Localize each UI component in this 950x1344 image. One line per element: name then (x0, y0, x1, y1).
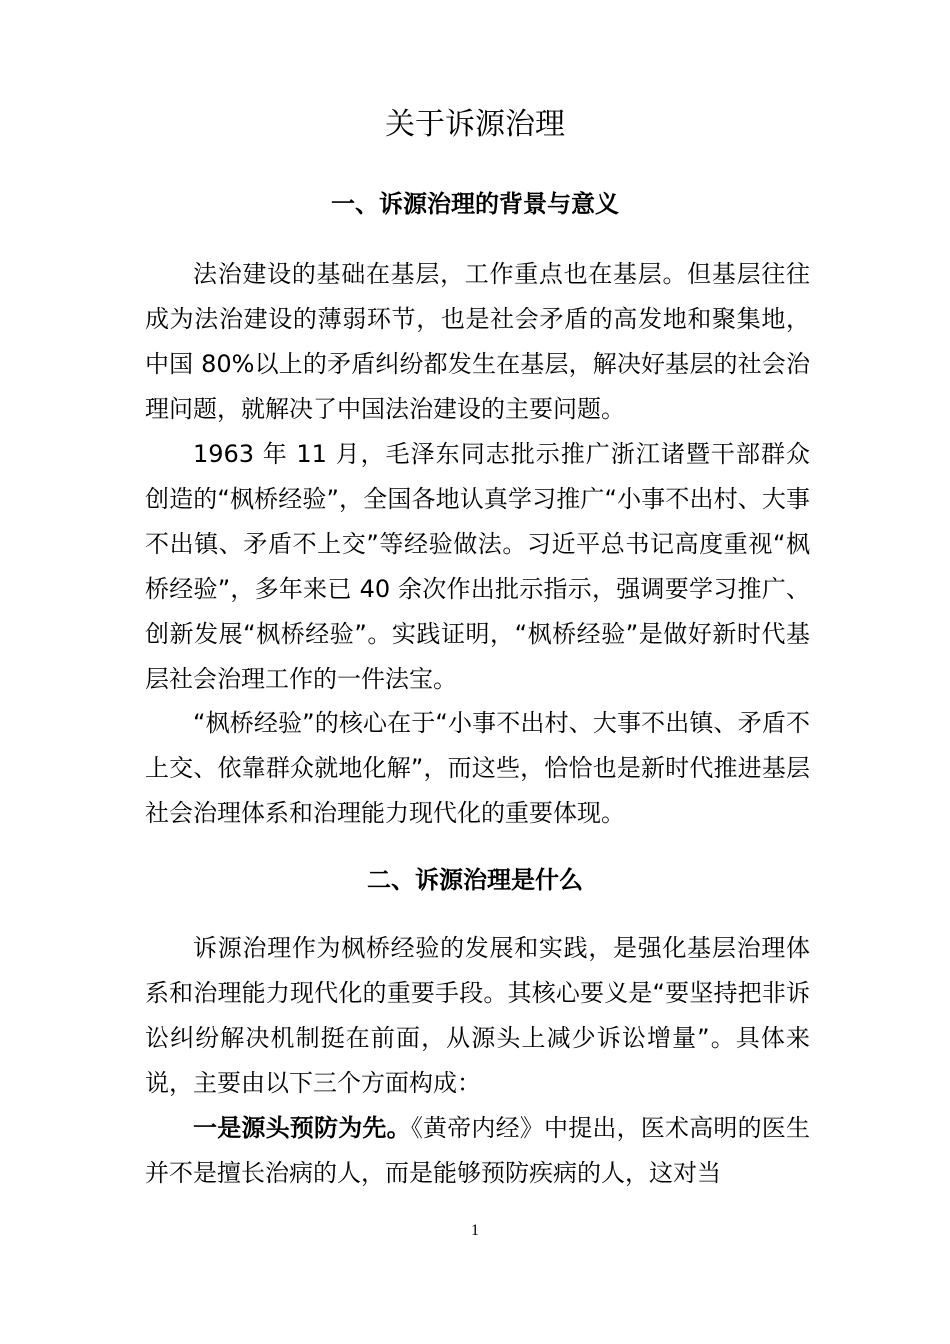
point-one-lead: 一是源头预防为先。 (193, 1114, 411, 1142)
page-number: 1 (471, 1222, 479, 1239)
section-heading-2: 二、诉源治理是什么 (367, 866, 583, 894)
section-1-paragraph-2: 1963 年 11 月，毛泽东同志批示推广浙江诸暨干部群众创造的“枫桥经验”，全国各地认真学习推广“小事不出村、大事不出镇、矛盾不上交”等经验做法。习近平总书记高度重视“枫桥经验”，多年来已 40 余次作出批示指示，强调要学习推广、创新发展“枫桥经验”。实践证明，“枫桥经验”是做好新时代基层社会治理工作的一件法宝。 (145, 440, 810, 693)
section-heading-1: 一、诉源治理的背景与意义 (331, 190, 619, 218)
point-one-text: 《黄帝内经》中提出，医术高明的医生并不是擅长治病的人，而是能够预防疾病的人，这对当 (145, 1114, 811, 1187)
document-title: 关于诉源治理 (385, 107, 565, 142)
section-2-point-one (145, 1106, 810, 1196)
section-1-paragraph-1: 法治建设的基础在基层，工作重点也在基层。但基层往往成为法治建设的薄弱环节，也是社会矛盾的高发地和聚集地，中国 80%以上的矛盾纠纷都发生在基层，解决好基层的社会治理问题，就解决了中国法治建设的主要问题。 (145, 260, 810, 423)
section-2-paragraph-1: 诉源治理作为枫桥经验的发展和实践，是强化基层治理体系和治理能力现代化的重要手段。其核心要义是“要坚持把非诉讼纠纷解决机制挺在前面，从源头上减少诉讼增量”。具体来说，主要由以下三个方面构成： (145, 934, 810, 1097)
section-1-paragraph-3: “枫桥经验”的核心在于“小事不出村、大事不出镇、矛盾不上交、依靠群众就地化解”，而这些，恰恰也是新时代推进基层社会治理体系和治理能力现代化的重要体现。 (145, 709, 810, 827)
